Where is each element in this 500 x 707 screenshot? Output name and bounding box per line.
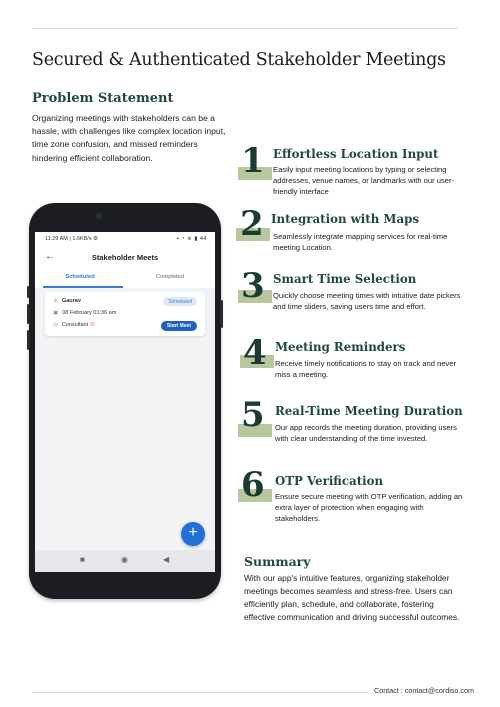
- home-icon[interactable]: ◉: [121, 555, 128, 564]
- card-name: Gaurav: [61, 298, 81, 304]
- meeting-card[interactable]: [45, 292, 205, 336]
- feature-number: 1: [241, 141, 265, 181]
- phone-side-button: [220, 300, 223, 328]
- feature-heading: Meeting Reminders: [275, 340, 406, 354]
- add-meeting-fab[interactable]: +: [181, 522, 205, 546]
- card-name-row: [53, 298, 81, 304]
- card-date-row: [53, 310, 116, 316]
- status-time: 11:29 AM | 1.6KB/s ⚙: [45, 236, 99, 242]
- summary-heading: Summary: [244, 554, 311, 569]
- tab-bar: [35, 270, 215, 288]
- feature-body: Ensure secure meeting with OTP verification, adding an extra layer of protection when engaging with stakeholders.: [275, 492, 463, 524]
- tab-scheduled[interactable]: Scheduled: [65, 274, 95, 280]
- back-arrow-icon[interactable]: ←: [45, 251, 55, 262]
- feature-body: Receive timely notifications to stay on track and never miss a meeting.: [275, 359, 457, 380]
- phone-side-button: [27, 330, 30, 350]
- card-role: Consultant: [61, 322, 89, 328]
- start-meet-button[interactable]: Start Meet: [161, 321, 197, 331]
- clock-icon: ◷: [53, 322, 58, 328]
- feature-body: Easily input meeting locations by typing or selecting addresses, venue names, or landmarks with our user-friendly interface: [273, 165, 455, 197]
- calendar-icon: ▣: [53, 310, 59, 316]
- feature-number: 6: [241, 465, 265, 505]
- phone-call-icon[interactable]: ✆: [90, 322, 95, 328]
- feature-heading: Integration with Maps: [271, 212, 420, 226]
- phone-side-button: [27, 286, 30, 298]
- app-title: Stakeholder Meets: [91, 253, 159, 262]
- feature-heading: Smart Time Selection: [273, 272, 417, 286]
- contact-text: Contact : contact@cordiso.com: [374, 686, 474, 695]
- card-datetime: 08 February 01:36 am: [62, 310, 117, 316]
- tab-completed[interactable]: Completed: [155, 274, 185, 280]
- feature-number: 5: [241, 395, 265, 435]
- app-bar: [35, 246, 215, 270]
- android-nav-bar: [35, 550, 215, 572]
- page-title: Secured & Authenticated Stakeholder Meetings: [32, 50, 446, 70]
- phone-screen: [35, 232, 215, 572]
- feature-body: Our app records the meeting duration, providing users with clear understanding of the time invested.: [275, 423, 457, 444]
- recent-apps-icon[interactable]: ■: [80, 555, 85, 564]
- back-icon[interactable]: ◀: [163, 555, 170, 564]
- status-badge: Scheduled: [163, 297, 197, 306]
- feature-number: 3: [241, 266, 265, 306]
- feature-number: 2: [240, 204, 264, 244]
- feature-body: Quickly choose meeting times with intuitive date pickers and time sliders, saving users time and effort.: [273, 291, 461, 312]
- feature-heading: Real-Time Meeting Duration: [275, 404, 463, 418]
- problem-body: Organizing meetings with stakeholders can be a hassle, with challenges like complex location input, time zone confusion, and missed reminders hindering efficient collaboration.: [32, 113, 226, 163]
- problem-heading: Problem Statement: [32, 91, 174, 106]
- summary-body: With our app's intuitive features, organizing stakeholder meetings becomes seamless and stress-free. Users can efficiently plan, schedule, and collaborate, fostering effective communication and driving successful outcomes.: [244, 573, 460, 622]
- status-bar: [35, 232, 215, 246]
- tab-indicator: [43, 286, 123, 288]
- feature-heading: Effortless Location Input: [273, 147, 439, 161]
- card-role-row: [53, 322, 95, 328]
- feature-heading: OTP Verification: [275, 474, 384, 488]
- status-icons: ▪ ◔ ≋ ▮ 44: [176, 236, 207, 242]
- top-divider: [32, 28, 458, 29]
- feature-body: Seamlessly integrate mapping services for real-time meeting Location.: [273, 232, 448, 253]
- feature-number: 4: [243, 333, 267, 373]
- bottom-divider: [32, 692, 368, 693]
- person-icon: ♙: [53, 298, 58, 304]
- phone-camera: [96, 213, 102, 219]
- phone-side-button: [27, 304, 30, 324]
